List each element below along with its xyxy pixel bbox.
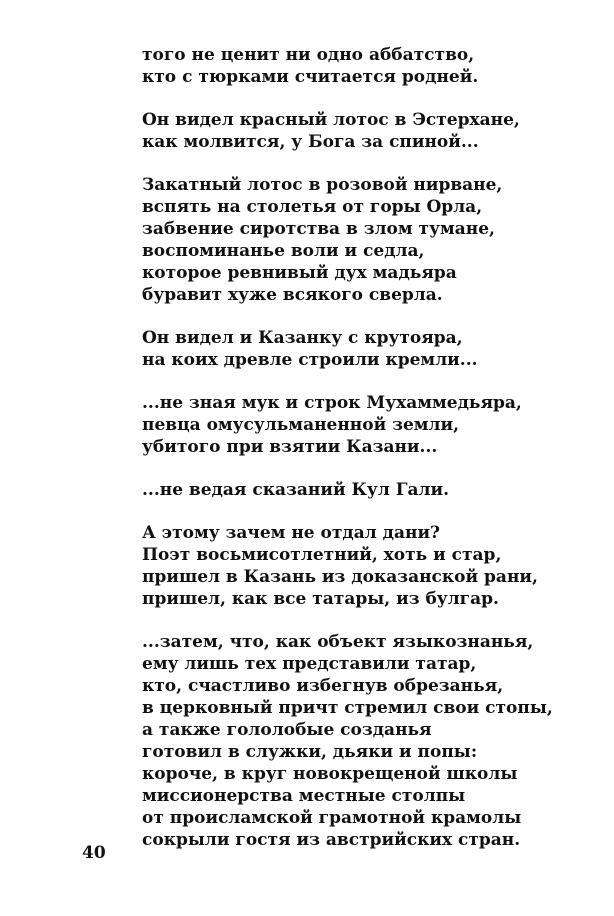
poem-line: а также гололобые созданья — [142, 720, 432, 740]
poem-line: А этому зачем не отдал дани? — [142, 523, 441, 543]
poem-line: короче, в круг новокрещеной школы — [142, 764, 518, 784]
poem-line: в церковный причт стремил свои стопы, — [142, 698, 553, 718]
poem-line: того не ценит ни одно аббатство, — [142, 45, 475, 65]
poem-line: сокрыли гостя из австрийских стран. — [142, 830, 521, 850]
poem-line: забвение сиротства в злом тумане, — [142, 219, 495, 239]
poem-line: убитого при взятии Казани... — [142, 437, 438, 457]
poem-line: Он видел красный лотос в Эстерхане, — [142, 110, 520, 130]
poem-line: Он видел и Казанку с крутояра, — [142, 328, 463, 348]
poem-line: пришел в Казань из доказанской рани, — [142, 567, 538, 587]
poem-line: певца омусульманенной земли, — [142, 415, 460, 435]
poem-line: готовил в служки, дьяки и попы: — [142, 742, 478, 762]
poem-line: на коих древле строили кремли... — [142, 350, 478, 370]
stanza — [142, 44, 582, 88]
poem-line: ...не ведая сказаний Кул Гали. — [142, 480, 449, 500]
poem-line: буравит хуже всякого сверла. — [142, 285, 443, 305]
poem-line: Поэт восьмисотлетний, хоть и стар, — [142, 545, 502, 565]
poem-line: кто, счастливо избегнув обрезанья, — [142, 676, 504, 696]
poem-line: как молвится, у Бога за спиной... — [142, 132, 479, 152]
poem-line: ...не зная мук и строк Мухаммедьяра, — [142, 393, 522, 413]
poem-line: воспоминанье воли и седла, — [142, 241, 425, 261]
stanza — [142, 392, 582, 458]
stanza — [142, 109, 582, 153]
poem-line: ...затем, что, как объект языкознанья, — [142, 632, 534, 652]
poem-line: пришел, как все татары, из булгар. — [142, 589, 499, 609]
poem-line: кто с тюрками считается родней. — [142, 67, 479, 87]
stanza — [142, 479, 582, 501]
poem-line: от происламской грамотной крамолы — [142, 808, 522, 828]
poem-text — [142, 44, 582, 872]
stanza — [142, 327, 582, 371]
poem-line: которое ревнивый дух мадьяра — [142, 263, 457, 283]
poem-line: вспять на столетья от горы Орла, — [142, 197, 483, 217]
stanza — [142, 631, 582, 851]
page-number: 40 — [82, 843, 106, 863]
poem-line: ему лишь тех представили татар, — [142, 654, 477, 674]
poem-line: Закатный лотос в розовой нирване, — [142, 175, 503, 195]
poem-line: миссионерства местные столпы — [142, 786, 466, 806]
stanza — [142, 522, 582, 610]
stanza — [142, 174, 582, 306]
